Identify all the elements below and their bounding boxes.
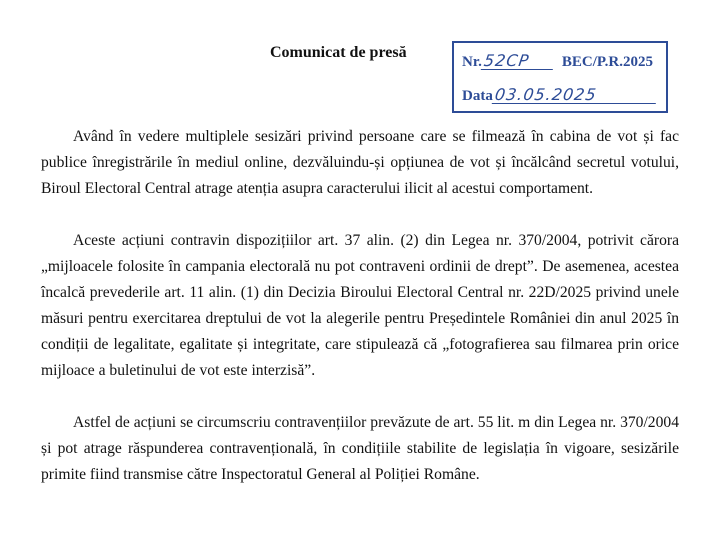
registration-stamp — [452, 41, 668, 113]
stamp-registry-code: BEC/P.R.2025 — [561, 54, 654, 70]
stamp-nr-label: Nr. — [462, 54, 482, 70]
paragraph-3: Astfel de acțiuni se circumscriu contravențiilor prevăzute de art. 55 lit. m din Legea nr. 370/2004 și pot atrage răspunderea contravențională, în condițiile stabilite de legislația în vigoare, sesizările primite fiind transmise către Inspectoratul General al Poliției Române. — [41, 414, 679, 483]
stamp-number-row — [462, 52, 653, 71]
paragraph-1: Având în vedere multiplele sesizări privind persoane care se filmează în cabina de vot și fac publice înregistrările în mediul online, dezvăluindu-și opțiunea de vot și încălcând secretul votului, Biroul Electoral Central atrage atenția asupra caracterului ilicit al acestui comportament. — [41, 128, 679, 197]
document-body — [41, 124, 679, 488]
stamp-date-row — [462, 86, 657, 105]
stamp-date-label: Data — [462, 88, 493, 104]
stamp-date-handwritten-value: 03.05.2025 — [492, 86, 659, 104]
stamp-nr-handwritten-value: 52CP — [481, 52, 556, 70]
document-title: Comunicat de presă — [270, 44, 407, 61]
paragraph-2: Aceste acțiuni contravin dispozițiilor art. 37 alin. (2) din Legea nr. 370/2004, potrivit cărora „mijloacele folosite în campania electorală nu pot contraveni ordinii de drept”. De asemenea, acestea încalcă prevederile art. 11 alin. (1) din Decizia Biroului Electoral Central nr. 22D/2025 privind unele măsuri pentru exercitarea dreptului de vot la alegerile pentru Președintele României din anul 2025 în condiții de legalitate, egalitate și integritate, care stipulează că „fotografierea sau filmarea prin orice mijloace a buletinului de vot este interzisă”. — [41, 232, 679, 379]
